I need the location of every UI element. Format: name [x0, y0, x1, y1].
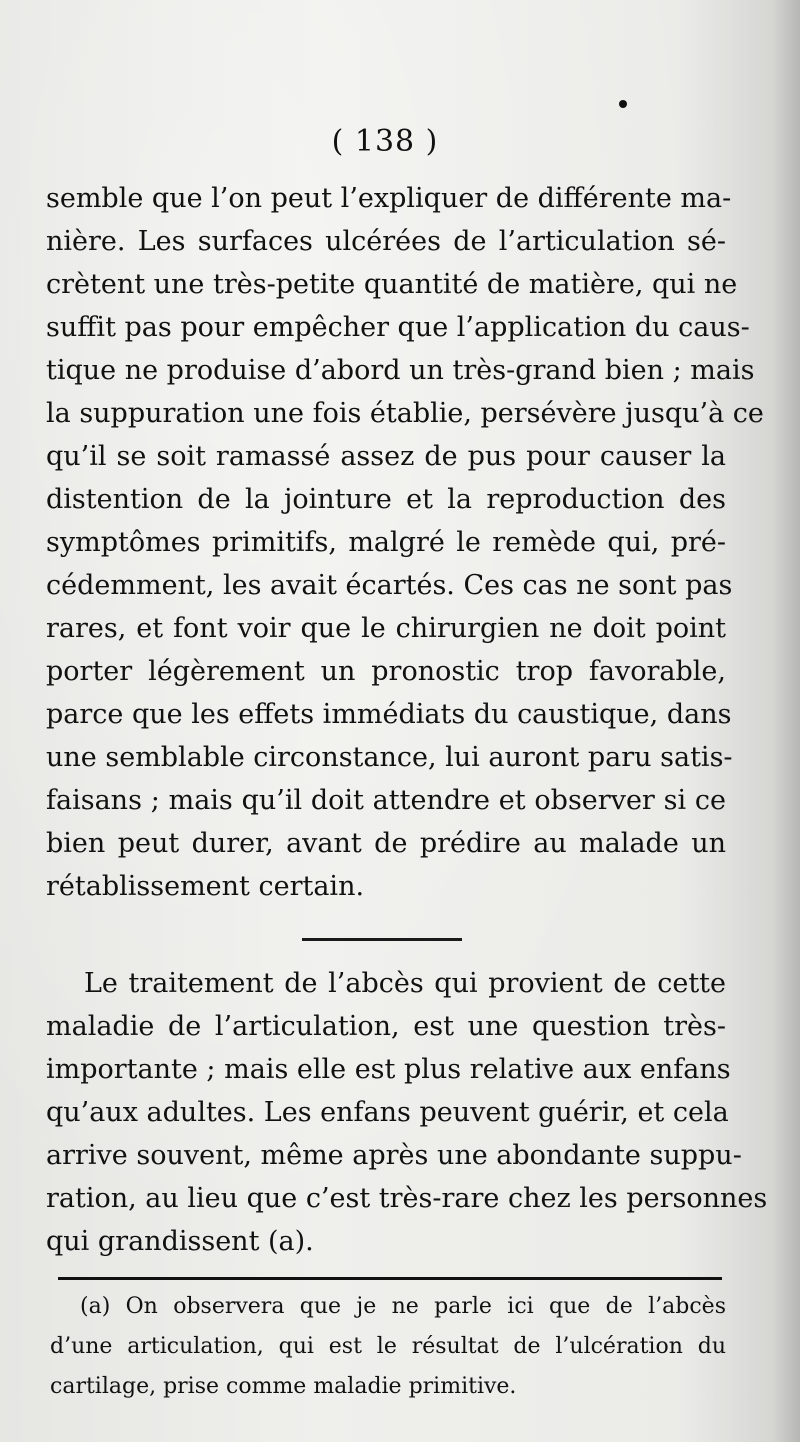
- text-line: ration, au lieu que c’est très-rare chez les personnes: [46, 1183, 768, 1214]
- text-line: rares, et font voir que le chirurgien ne doit point: [46, 613, 726, 644]
- text-line: faisans ; mais qu’il doit attendre et observer si ce: [46, 785, 726, 816]
- text-line: Le traitement de l’abcès qui provient de cette: [84, 968, 726, 999]
- text-line: la suppuration une fois établie, persévère jusqu’à ce: [46, 398, 764, 429]
- text-line: importante ; mais elle est plus relative aux enfans: [46, 1054, 731, 1085]
- text-line: maladie de l’articulation, est une question très-: [46, 1011, 726, 1042]
- footnote-line: (a) On observera que je ne parle ici que de l’abcès: [80, 1294, 726, 1319]
- text-line: distention de la jointure et la reproduction des: [46, 484, 726, 515]
- footnote-rule: [58, 1277, 722, 1280]
- section-separator: [302, 938, 462, 941]
- page-edge-shadow: [772, 0, 800, 1442]
- text-line: semble que l’on peut l’expliquer de différente ma-: [46, 183, 732, 214]
- text-line: suffit pas pour empêcher que l’application du caus-: [46, 312, 750, 343]
- footnote-line: cartilage, prise comme maladie primitive.: [50, 1374, 517, 1399]
- text-line: qu’aux adultes. Les enfans peuvent guérir, et cela: [46, 1097, 729, 1128]
- text-line: qu’il se soit ramassé assez de pus pour causer la: [46, 441, 726, 472]
- text-line: rétablissement certain.: [46, 871, 365, 902]
- text-line: une semblable circonstance, lui auront paru satis-: [46, 742, 733, 773]
- text-line: bien peut durer, avant de prédire au malade un: [46, 828, 726, 859]
- text-line: crètent une très-petite quantité de matière, qui ne: [46, 269, 738, 300]
- text-line: symptômes primitifs, malgré le remède qui, pré-: [46, 527, 726, 558]
- text-line: parce que les effets immédiats du caustique, dans: [46, 699, 732, 730]
- page-number: ( 138 ): [331, 124, 439, 159]
- ink-speck: [619, 100, 627, 108]
- text-line: qui grandissent (a).: [46, 1226, 314, 1257]
- text-line: tique ne produise d’abord un très-grand bien ; mais: [46, 355, 755, 386]
- text-line: cédemment, les avait écartés. Ces cas ne sont pas: [46, 570, 733, 601]
- text-line: porter légèrement un pronostic trop favorable,: [46, 656, 726, 687]
- text-line: nière. Les surfaces ulcérées de l’articulation sé-: [46, 226, 726, 257]
- footnote-line: d’une articulation, qui est le résultat de l’ulcération du: [50, 1334, 726, 1359]
- text-line: arrive souvent, même après une abondante suppu-: [46, 1140, 742, 1171]
